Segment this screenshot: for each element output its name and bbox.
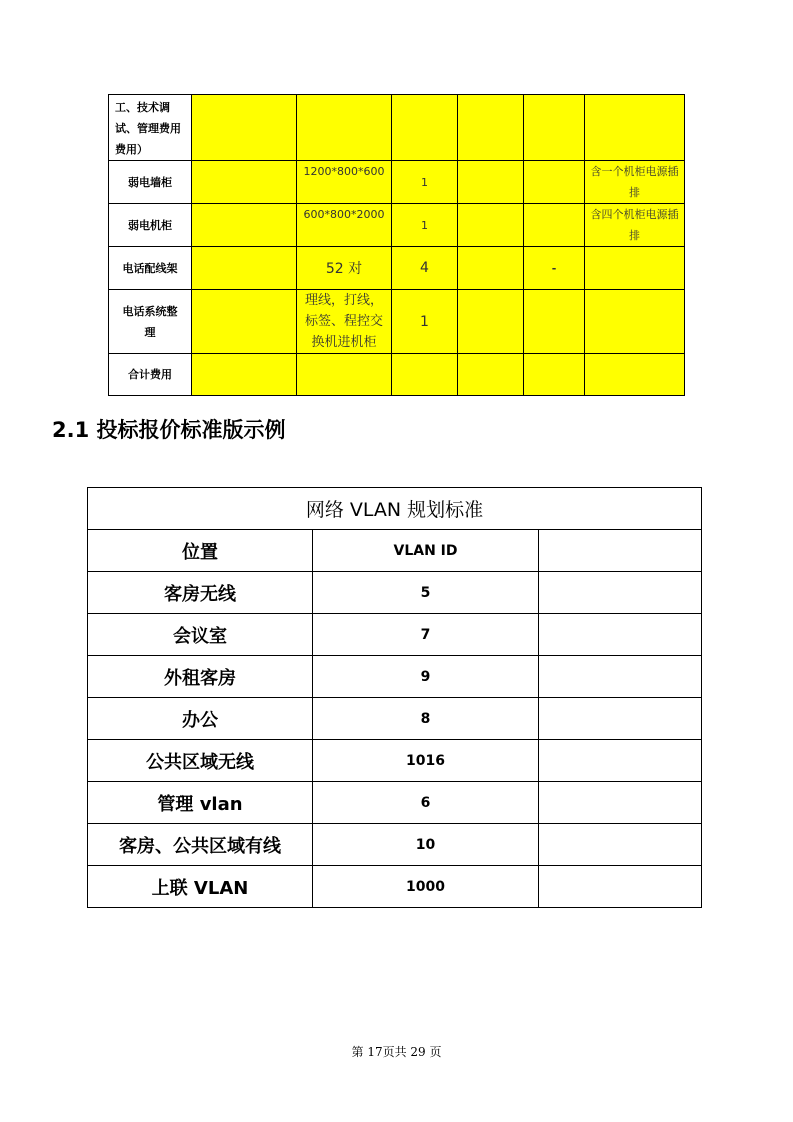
item-cell: 电话配线架 <box>109 247 192 290</box>
value-cell: - <box>524 247 585 290</box>
note-cell: 含四个机柜电源插 排 <box>585 204 685 247</box>
vlan-id-cell: 8 <box>313 698 539 740</box>
note-cell <box>585 354 685 396</box>
vlan-id-cell: 5 <box>313 572 539 614</box>
table-title: 网络 VLAN 规划标准 <box>88 488 702 530</box>
table-row <box>88 740 702 782</box>
value-cell <box>524 161 585 204</box>
spec-cell: 理线，打线， 标签、程控交 换机进机柜 <box>297 290 392 354</box>
qty-cell: 4 <box>392 247 458 290</box>
location-cell: 外租客房 <box>88 656 313 698</box>
page-footer: 第 17页共 29 页 <box>351 1045 442 1059</box>
value-cell <box>458 354 524 396</box>
qty-cell <box>392 354 458 396</box>
spec-cell <box>297 354 392 396</box>
vlan-id-cell: 7 <box>313 614 539 656</box>
cost-table <box>108 94 685 396</box>
qty-cell: 1 <box>392 290 458 354</box>
item-cell: 合计费用 <box>109 354 192 396</box>
vlan-id-cell: 1016 <box>313 740 539 782</box>
location-cell: 公共区域无线 <box>88 740 313 782</box>
qty-cell <box>392 95 458 161</box>
vlan-id-cell: 10 <box>313 824 539 866</box>
item-cell: 电话系统整 理 <box>109 290 192 354</box>
table-row <box>88 656 702 698</box>
item-cell: 弱电墙柜 <box>109 161 192 204</box>
table-row <box>109 247 685 290</box>
vlan-table <box>87 487 702 908</box>
header-location: 位置 <box>88 530 313 572</box>
empty-cell <box>539 698 702 740</box>
header-vlan-id: VLAN ID <box>313 530 539 572</box>
empty-cell <box>192 354 297 396</box>
table-row <box>109 290 685 354</box>
item-cell: 弱电机柜 <box>109 204 192 247</box>
note-cell <box>585 247 685 290</box>
value-cell <box>524 290 585 354</box>
value-cell <box>524 95 585 161</box>
location-cell: 客房无线 <box>88 572 313 614</box>
empty-cell <box>539 824 702 866</box>
table-row <box>88 698 702 740</box>
value-cell <box>458 95 524 161</box>
table-title-row <box>88 488 702 530</box>
note-cell <box>585 290 685 354</box>
location-cell: 客房、公共区域有线 <box>88 824 313 866</box>
note-cell: 含一个机柜电源插 排 <box>585 161 685 204</box>
empty-cell <box>539 782 702 824</box>
spec-cell: 52 对 <box>297 247 392 290</box>
table-row <box>88 572 702 614</box>
empty-cell <box>192 161 297 204</box>
spec-cell: 600*800*2000 <box>297 204 392 247</box>
empty-cell <box>192 290 297 354</box>
vlan-id-cell: 9 <box>313 656 539 698</box>
table-header-row <box>88 530 702 572</box>
table-row <box>88 782 702 824</box>
section-heading: 2.1 投标报价标准版示例 <box>52 418 286 442</box>
table-row <box>109 204 685 247</box>
empty-cell <box>539 740 702 782</box>
value-cell <box>524 354 585 396</box>
empty-cell <box>192 204 297 247</box>
vlan-id-cell: 1000 <box>313 866 539 908</box>
table-row <box>109 354 685 396</box>
spec-cell <box>297 95 392 161</box>
value-cell <box>458 290 524 354</box>
location-cell: 管理 vlan <box>88 782 313 824</box>
location-cell: 办公 <box>88 698 313 740</box>
table-row <box>88 614 702 656</box>
value-cell <box>458 247 524 290</box>
empty-cell <box>192 247 297 290</box>
empty-cell <box>192 95 297 161</box>
empty-cell <box>539 614 702 656</box>
qty-cell: 1 <box>392 204 458 247</box>
item-cell: 工、技术调 试、管理费用 费用） <box>109 95 192 161</box>
location-cell: 会议室 <box>88 614 313 656</box>
location-cell: 上联 VLAN <box>88 866 313 908</box>
qty-cell: 1 <box>392 161 458 204</box>
note-cell <box>585 95 685 161</box>
table-row <box>109 161 685 204</box>
table-row <box>88 824 702 866</box>
value-cell <box>458 204 524 247</box>
empty-cell <box>539 572 702 614</box>
vlan-id-cell: 6 <box>313 782 539 824</box>
empty-cell <box>539 866 702 908</box>
header-extra <box>539 530 702 572</box>
value-cell <box>458 161 524 204</box>
empty-cell <box>539 656 702 698</box>
spec-cell: 1200*800*600 <box>297 161 392 204</box>
value-cell <box>524 204 585 247</box>
table-row <box>109 95 685 161</box>
table-row <box>88 866 702 908</box>
